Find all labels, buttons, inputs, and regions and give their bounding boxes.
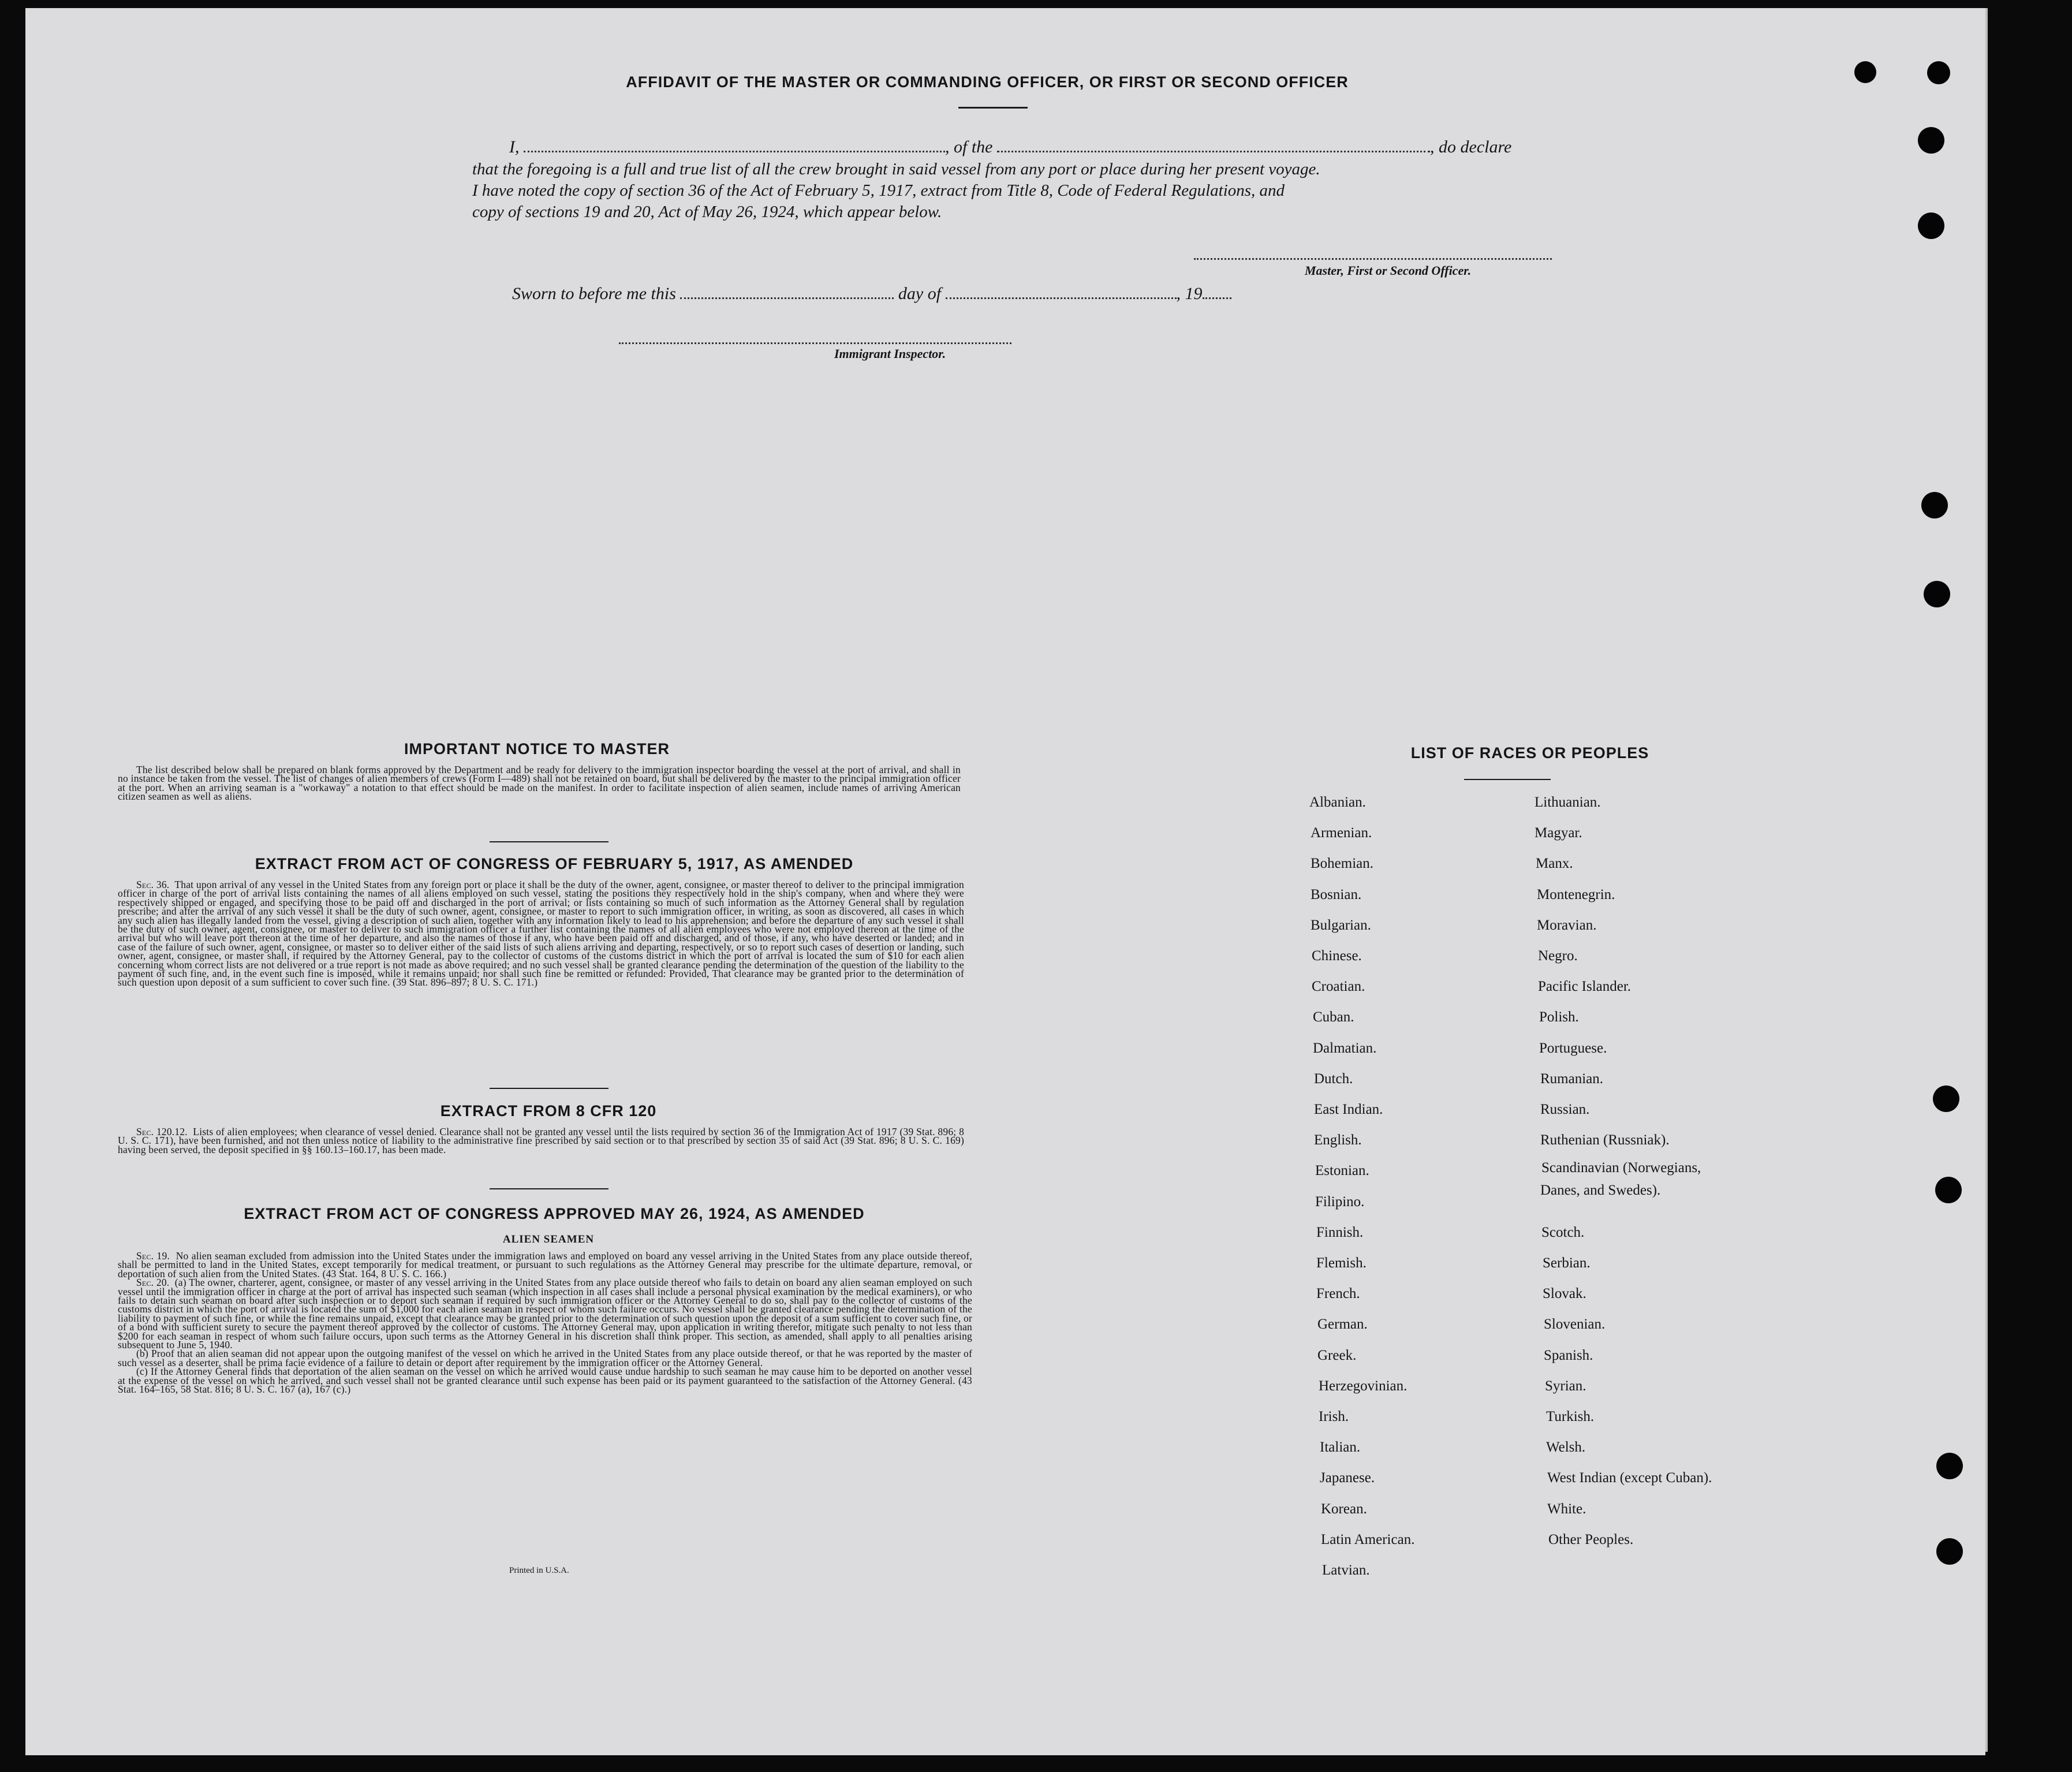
race-item: Pacific Islander. xyxy=(1538,979,1632,994)
sec-20-para-c: (c) If the Attorney General finds that deportation of the alien seaman on the vessel on which he arrived would cause undue hardship to such seaman he may cause him to be deported on another vessel at the expense of the vessel on which he arrived, and such vessel shall not be granted clearance until such expense has been paid or its payment guaranteed to the satisfaction of the Attorney General. (43 Stat. 164–165, 58 Stat. 816; 8 U. S. C. 167 (a), 167 (c).) xyxy=(118,1366,972,1396)
sec-20-para-b: (b) Proof that an alien seaman did not appear upon the outgoing manifest of the vessel on which he arrived in the United States from any place outside thereof, or that he was reported by the master of such vessel as a deserter, shall be prima facie evidence of a failure to detain or deport after requirement by the immigration officer or the Attorney General. xyxy=(118,1348,972,1368)
race-item: Montenegrin. xyxy=(1537,887,1615,902)
race-item: Albanian. xyxy=(1309,794,1366,810)
punch-hole xyxy=(1933,1085,1959,1112)
race-item: Negro. xyxy=(1538,948,1578,964)
race-item: Polish. xyxy=(1539,1009,1579,1025)
race-item: Filipino. xyxy=(1315,1194,1365,1210)
race-item: Manx. xyxy=(1536,856,1573,871)
race-item: Lithuanian. xyxy=(1535,794,1601,810)
declarant-name-field[interactable] xyxy=(524,138,945,152)
declaration-text-4: copy of sections 19 and 20, Act of May 26, 1924, which appear below. xyxy=(472,203,942,221)
race-item: French. xyxy=(1316,1286,1360,1301)
race-item: Serbian. xyxy=(1543,1255,1591,1271)
race-item: English. xyxy=(1314,1132,1362,1148)
declarant-prefix: I, xyxy=(509,137,520,156)
printed-in-usa: Printed in U.S.A. xyxy=(509,1566,569,1575)
race-item: West Indian (except Cuban). xyxy=(1547,1470,1712,1486)
year-prefix: , 19 xyxy=(1176,284,1203,303)
race-item: Armenian. xyxy=(1311,825,1372,841)
race-scandinavian-continued: Danes, and Swedes). xyxy=(1540,1182,1661,1198)
sec-120-label: Sec. 120.12. xyxy=(136,1126,188,1137)
punch-hole xyxy=(1927,61,1950,84)
extract-1924-body xyxy=(118,1252,972,1394)
race-item: Welsh. xyxy=(1546,1439,1586,1455)
punch-hole xyxy=(1921,492,1948,518)
punch-hole xyxy=(1924,581,1950,607)
punch-hole xyxy=(1936,1453,1963,1479)
notice-title: IMPORTANT NOTICE TO MASTER xyxy=(404,740,670,758)
day-of-text: day of xyxy=(898,284,942,303)
sworn-day-field[interactable] xyxy=(680,285,894,299)
race-item: Cuban. xyxy=(1313,1009,1354,1025)
race-item: Slovenian. xyxy=(1544,1316,1606,1332)
race-item: Russian. xyxy=(1540,1102,1590,1117)
race-item: Bohemian. xyxy=(1311,856,1374,871)
affidavit-title: AFFIDAVIT OF THE MASTER OR COMMANDING OFFICER, OR FIRST OR SECOND OFFICER xyxy=(626,73,1349,91)
race-item: Syrian. xyxy=(1545,1378,1586,1394)
races-rule xyxy=(1464,779,1551,780)
race-item: Magyar. xyxy=(1535,825,1582,841)
inspector-signature-field[interactable] xyxy=(619,342,1011,344)
punch-hole xyxy=(1936,1538,1963,1565)
race-item: Italian. xyxy=(1320,1439,1361,1455)
vessel-prefix: , of the xyxy=(945,137,993,156)
sec-120-text: Lists of alien employees; when clearance of vessel denied. Clearance shall not be granted any vessel until the lists required by section 36 of the Immigration Act of 1917 (39 Stat. 896; 8 U. S. C. 171), have been furnished, and not then unless notice of liability to the administrative fine prescribed by said section or to that prescribed by section 35 of said Act (39 Stat. 896; 8 U. S. C. 169) having been served, the deposit specified in §§ 160.13–160.17, has been made. xyxy=(118,1126,965,1155)
race-item: East Indian. xyxy=(1314,1102,1383,1117)
race-item: Latvian. xyxy=(1322,1562,1370,1578)
sec-36-label: Sec. 36. xyxy=(136,879,170,890)
section-rule xyxy=(490,841,608,842)
race-item: Rumanian. xyxy=(1540,1071,1604,1087)
race-item: Bulgarian. xyxy=(1311,917,1371,933)
race-item: Bosnian. xyxy=(1311,887,1362,902)
race-item: Greek. xyxy=(1317,1348,1357,1363)
declaration-text-2: that the foregoing is a full and true list of all the crew brought in said vessel from any port or place during her present voyage. xyxy=(472,160,1320,178)
race-item: Korean. xyxy=(1321,1501,1367,1517)
race-item: Irish. xyxy=(1319,1409,1349,1424)
race-item: Spanish. xyxy=(1544,1348,1593,1363)
declare-suffix: , do declare xyxy=(1430,137,1512,156)
notice-paragraph: The list described below shall be prepared on blank forms approved by the Department and be ready for delivery to the immigration inspector boarding the vessel at the port of arrival, and shall in no instance be taken from the vessel. The list of changes of alien members of crews (Form I—489) shall not be retained on board, but shall be delivered by the master to the principal immigration officer at the port. When an arriving seaman is a "workaway" a notation to that effect should be made on the manifest. In order to facilitate inspection of alien seamen, include names of arriving American citizen seamen as well as aliens. xyxy=(118,764,961,803)
race-item: Finnish. xyxy=(1316,1225,1364,1240)
title-rule xyxy=(958,107,1028,109)
sec-19-text: No alien seaman excluded from admission into the United States under the immigration laws and employed on board any vessel arriving in the United States from any place outside thereof, shall be permitted to land in the United States, except temporarily for medical treatment, or pursuant to such regulations as the Attorney General may prescribe for the ultimate departure, removal, or deportation of such alien from the United States. (43 Stat. 164, 8 U. S. C. 166.) xyxy=(118,1250,972,1279)
race-item: White. xyxy=(1547,1501,1586,1517)
sec-19-label: Sec. 19. xyxy=(136,1250,170,1262)
race-item: Herzegovinian. xyxy=(1319,1378,1408,1394)
declaration-text-3: I have noted the copy of section 36 of the Act of February 5, 1917, extract from Title 8, Code of Federal Regulations, and xyxy=(472,181,1285,200)
sec-36-text: That upon arrival of any vessel in the United States from any foreign port or place it shall be the duty of the owner, agent, consignee, or master thereof to deliver to the principal immigration officer in charge of the port of arrival lists containing the names of all aliens employed on such vessel, stating the positions they respectively hold in the ship's company, when and where they were respectively shipped or engaged, and specifying those to be paid off and discharged in the port of arrival; or lists containing so much of such information as the Attorney General shall by regulation prescribe; and after the arrival of any such vessel it shall be the duty of such owner, agent, consignee, or master to report to such immigration officer, in writing, as soon as discovered, all cases in which any such alien has illegally landed from the vessel, giving a description of such alien, together with any information likely to lead to his apprehension; and before the departure of any such vessel it shall be the duty of such owner, agent, consignee, or master to deliver to such immigration officer a further list containing the names of all alien employees who were not employed thereon at the time of the arrival but who will leave port thereon at the time of her departure, and also the names of those if any, who have been paid off and discharged, and of those, if any, who have deserted or landed; and in case of the failure of such owner, agent, consignee, or master so to deliver either of the said lists of such aliens arriving and departing, respectively, or so to report such cases of desertion or landing, such owner, agent, consignee, or master shall, if required by the Attorney General, pay to the collector of customs of the customs district in which the port of arrival is located the sum of $10 for each alien concerning whom correct lists are not delivered or a true report is not made as above required; and no such vessel shall be granted clearance pending the determination of the question of the liability to the payment of such fine, and, in the event such fine is imposed, while it remains unpaid; nor shall such fine be remitted or refunded: Provided, That clearance may be granted prior to the determination of such question upon deposit of a sum sufficient to cover such fine. (39 Stat. 896–897; 8 U. S. C. 171.) xyxy=(118,879,964,988)
race-item: Slovak. xyxy=(1543,1286,1586,1301)
race-item: Scandinavian (Norwegians, xyxy=(1541,1160,1701,1176)
race-item: Moravian. xyxy=(1537,917,1597,933)
punch-hole xyxy=(1854,61,1876,83)
section-rule xyxy=(490,1088,608,1089)
declaration-line xyxy=(509,137,1511,157)
race-item: Croatian. xyxy=(1312,979,1365,994)
section-rule xyxy=(490,1188,608,1189)
race-item: Portuguese. xyxy=(1539,1040,1607,1056)
sworn-text: Sworn to before me this xyxy=(512,284,676,303)
race-item: Chinese. xyxy=(1312,948,1362,964)
extract-cfr-title: EXTRACT FROM 8 CFR 120 xyxy=(440,1102,657,1120)
race-item: Ruthenian (Russniak). xyxy=(1540,1132,1670,1148)
extract-1924-title: EXTRACT FROM ACT OF CONGRESS APPROVED MAY 26, 1924, AS AMENDED xyxy=(244,1205,865,1222)
sheet-edge xyxy=(1985,8,1988,1752)
sworn-month-field[interactable] xyxy=(946,285,1177,299)
inspector-caption: Immigrant Inspector. xyxy=(834,346,946,361)
master-caption: Master, First or Second Officer. xyxy=(1305,263,1472,278)
race-item: Other Peoples. xyxy=(1548,1532,1634,1547)
punch-hole xyxy=(1935,1177,1962,1203)
race-item: Scotch. xyxy=(1541,1225,1585,1240)
races-title: LIST OF RACES OR PEOPLES xyxy=(1410,744,1649,762)
sworn-line xyxy=(512,284,1231,304)
extract-1917-title: EXTRACT FROM ACT OF CONGRESS OF FEBRUARY 5, 1917, AS AMENDED xyxy=(255,855,854,872)
race-item: German. xyxy=(1317,1316,1368,1332)
race-item: Turkish. xyxy=(1546,1409,1595,1424)
vessel-name-field[interactable] xyxy=(997,138,1430,152)
sworn-year-field[interactable] xyxy=(1203,285,1231,299)
race-item: Dutch. xyxy=(1314,1071,1353,1087)
punch-hole xyxy=(1918,127,1944,154)
alien-seamen-subtitle: ALIEN SEAMEN xyxy=(502,1233,595,1245)
sec-20-text: (a) The owner, charterer, agent, consignee, or master of any vessel arriving in the United States from any place outside thereof who fails to detain on board any alien seaman employed on such vessel until the immigration officer in charge at the port of arrival has inspected such seaman (which inspection in all cases shall include a personal physical examination by the medical examiners), or who fails to detain such seaman on board after such inspection or to deport such seaman if required by such immigration officer or the Attorney General to do so, shall pay to the collector of customs of the customs district in which the port of arrival is located the sum of $1,000 for each alien seaman in respect of whom such failure occurs. No vessel shall be granted clearance pending the determination of the liability to payment of such fine, or while the fine remains unpaid, except that clearance may be granted prior to the determination of such question upon the deposit of a sum sufficient to cover such fine, or of a bond with sufficient surety to secure the payment thereof approved by the collector of customs. The Attorney General may, upon application in writing therefor, mitigate such penalty to not less than $200 for each seaman in respect of whom such failure occurs, upon such terms as the Attorney General in his discretion shall think proper. This section, as amended, shall apply to all penalties arising subsequent to June 5, 1940. xyxy=(118,1277,972,1351)
punch-hole xyxy=(1918,212,1944,239)
race-item: Japanese. xyxy=(1320,1470,1375,1486)
notice-body xyxy=(118,766,961,801)
extract-cfr-body xyxy=(118,1128,964,1154)
race-item: Flemish. xyxy=(1316,1255,1367,1271)
race-item: Estonian. xyxy=(1315,1163,1369,1178)
race-item: Latin American. xyxy=(1321,1532,1415,1547)
race-item: Dalmatian. xyxy=(1313,1040,1377,1056)
sec-20-label: Sec. 20. xyxy=(136,1277,170,1289)
extract-1917-body xyxy=(118,881,964,987)
master-signature-field[interactable] xyxy=(1194,258,1552,260)
